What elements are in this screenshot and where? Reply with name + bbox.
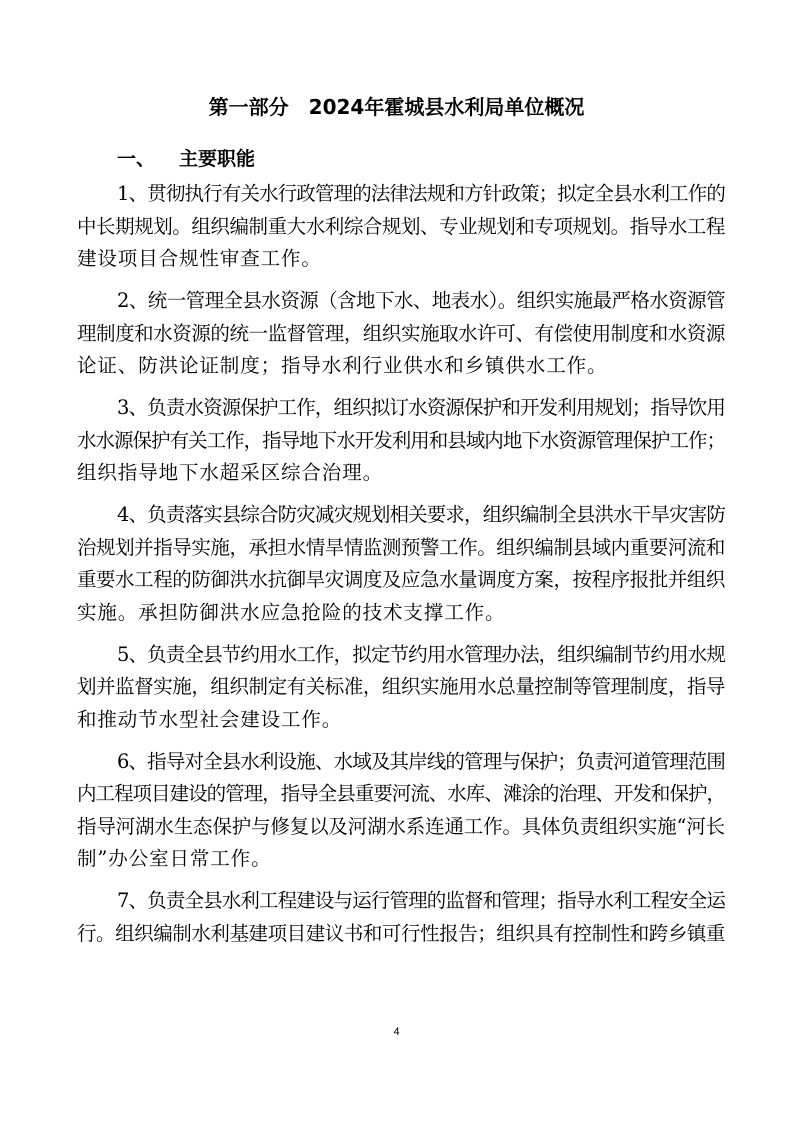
paragraph-line: 制”办公室日常工作。 (77, 847, 272, 870)
paragraph-line: 指导河湖水生态保护与修复以及河湖水系连通工作。具体负责组织实施“河长 (77, 814, 725, 838)
paragraph-line: 2、统一管理全县水资源（含地下水、地表水）。组织实施最严格水资源管 (117, 289, 725, 312)
paragraph-line: 组织指导地下水超采区综合治理。 (77, 461, 384, 484)
paragraph-line: 论证、防洪论证制度；指导水利行业供水和乡镇供水工作。 (77, 354, 608, 377)
paragraph-line: 理制度和水资源的统一监督管理，组织实施取水许可、有偿使用制度和水资源 (77, 321, 725, 345)
section-heading-text: 主要职能 (179, 148, 256, 170)
page-number: 4 (393, 1026, 400, 1038)
paragraph-line: 3、负责水资源保护工作，组织拟订水资源保护和开发利用规划；指导饮用 (117, 396, 725, 419)
paragraph-line: 治规划并指导实施，承担水情旱情监测预警工作。组织编制县域内重要河流和 (77, 535, 725, 559)
paragraph-line: 6、指导对全县水利设施、水域及其岸线的管理与保护；负责河道管理范围 (117, 749, 725, 773)
section-heading (117, 146, 255, 172)
body-paragraph (77, 285, 725, 383)
body-paragraph (77, 392, 725, 490)
paragraph-line: 划并监督实施，组织制定有关标准，组织实施用水总量控制等管理制度，指导 (77, 675, 725, 698)
body-paragraph (77, 639, 725, 737)
paragraph-line: 建设项目合规性审查工作。 (77, 247, 322, 270)
document-body (77, 178, 725, 960)
paragraph-line: 5、负责全县节约用水工作，拟定节约用水管理办法，组织编制节约用水规 (117, 642, 725, 666)
body-paragraph (77, 885, 725, 950)
paragraph-line: 中长期规划。组织编制重大水利综合规划、专业规划和专项规划。指导水工程 (77, 214, 725, 238)
paragraph-line: 重要水工程的防御洪水抗御旱灾调度及应急水量调度方案，按程序报批并组织 (77, 568, 725, 591)
paragraph-line: 和推动节水型社会建设工作。 (77, 707, 343, 731)
body-paragraph (77, 746, 725, 876)
section-heading-number: 一、 (117, 148, 156, 170)
paragraph-line: 内工程项目建设的管理，指导全县重要河流、水库、滩涂的治理、开发和保护， (77, 782, 725, 805)
paragraph-line: 实施。承担防御洪水应急抢险的技术支撑工作。 (77, 600, 506, 624)
paragraph-line: 4、负责落实县综合防灾减灾规划相关要求，组织编制全县洪水干旱灾害防 (117, 503, 725, 526)
paragraph-line: 1、贯彻执行有关水行政管理的法律法规和方针政策；拟定全县水利工作的 (117, 182, 725, 205)
paragraph-line: 水水源保护有关工作，指导地下水开发利用和县域内地下水资源管理保护工作； (77, 428, 725, 452)
paragraph-line: 7、负责全县水利工程建设与运行管理的监督和管理；指导水利工程安全运 (117, 889, 725, 912)
body-paragraph (77, 178, 725, 276)
document-title: 第一部分 2024年霍城县水利局单位概况 (208, 95, 585, 119)
paragraph-line: 行。组织编制水利基建项目建议书和可行性报告；组织具有控制性和跨乡镇重 (77, 921, 725, 945)
body-paragraph (77, 499, 725, 629)
